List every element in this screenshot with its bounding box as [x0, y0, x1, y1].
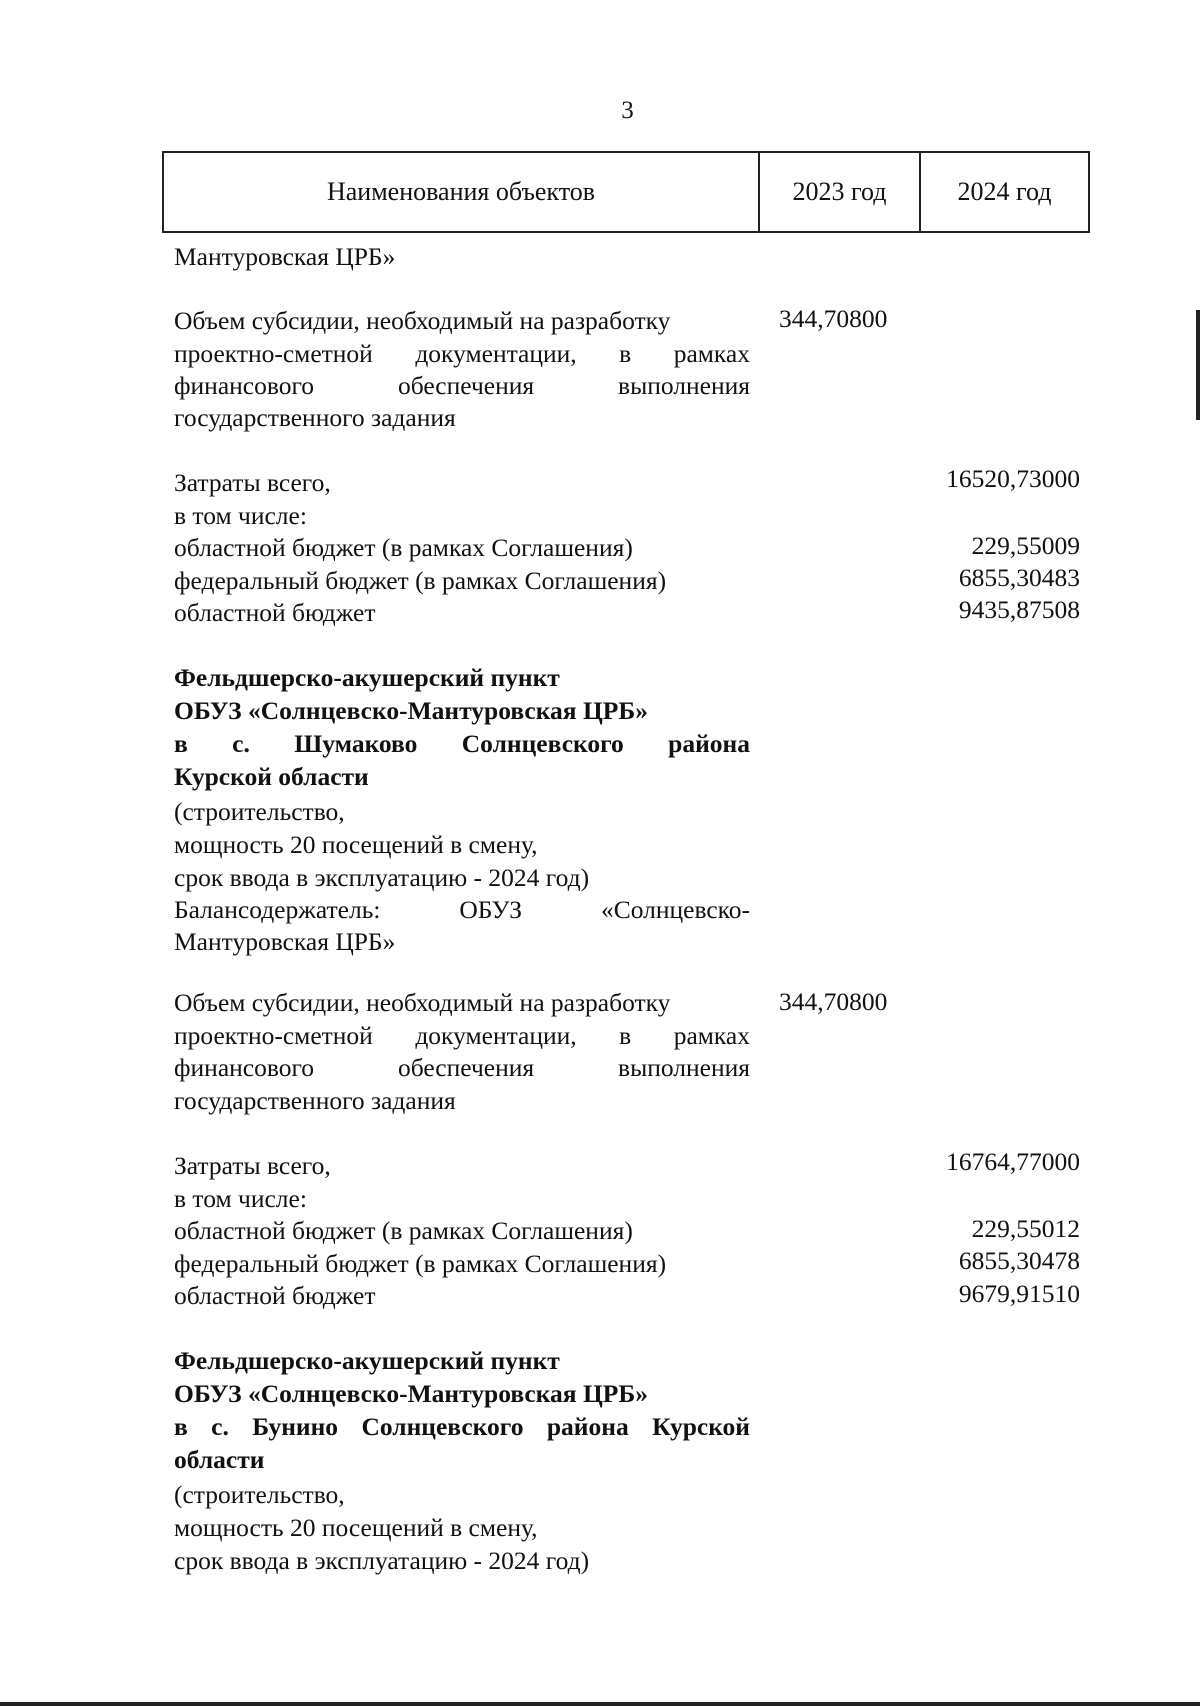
header-2023: 2023 год	[760, 153, 921, 231]
object-balance-holder: Балансодержатель: ОБУЗ «Солнцевско-	[174, 895, 750, 924]
federal-agreement-label: федеральный бюджет (в рамках Соглашения)	[174, 566, 667, 595]
object-title-line: ОБУЗ «Солнцевско-Мантуровская ЦРБ»	[174, 1379, 648, 1408]
subsidy-text-line: финансового обеспечения выполнения	[174, 371, 750, 400]
costs-total-label: Затраты всего,	[174, 1151, 331, 1180]
costs-total-value-2024: 16764,77000	[946, 1147, 1080, 1176]
federal-agreement-value-2024: 6855,30478	[958, 1246, 1080, 1275]
object-balance-holder-end: Мантуровская ЦРБ»	[174, 242, 396, 271]
subsidy-text-line: проектно-сметной документации, в рамках	[174, 1021, 750, 1050]
object-balance-holder-end: Мантуровская ЦРБ»	[174, 927, 396, 956]
federal-agreement-label: федеральный бюджет (в рамках Соглашения)	[174, 1249, 667, 1278]
object-detail-line: мощность 20 посещений в смену,	[174, 1513, 538, 1542]
object-title-line: Фельдшерско-акушерский пункт	[174, 1346, 560, 1375]
regional-agreement-value-2024: 229,55009	[971, 531, 1080, 560]
subsidy-text-line: Объем субсидии, необходимый на разработку	[174, 306, 671, 335]
regional-agreement-label: областной бюджет (в рамках Соглашения)	[174, 1216, 633, 1245]
object-detail-line: срок ввода в эксплуатацию - 2024 год)	[174, 863, 590, 892]
regional-agreement-value-2024: 229,55012	[971, 1214, 1080, 1243]
header-names: Наименования объектов	[164, 153, 760, 231]
object-title-line: ОБУЗ «Солнцевско-Мантуровская ЦРБ»	[174, 696, 648, 725]
regional-value-2024: 9679,91510	[958, 1279, 1080, 1308]
page-number: 3	[621, 97, 634, 124]
regional-label: областной бюджет	[174, 598, 376, 627]
costs-total-label: Затраты всего,	[174, 468, 331, 497]
table-header	[162, 151, 1090, 233]
subsidy-text-line: государственного задания	[174, 403, 456, 432]
object-title-line: области	[174, 1445, 265, 1474]
subsidy-text-line: финансового обеспечения выполнения	[174, 1053, 750, 1082]
object-title-line: Курской области	[174, 762, 369, 791]
subsidy-value-2023: 344,70800	[779, 304, 888, 333]
object-title-line: Фельдшерско-акушерский пункт	[174, 663, 560, 692]
including-label: в том числе:	[174, 1184, 307, 1213]
object-detail-line: срок ввода в эксплуатацию - 2024 год)	[174, 1546, 590, 1575]
regional-label: областной бюджет	[174, 1281, 376, 1310]
regional-agreement-label: областной бюджет (в рамках Соглашения)	[174, 533, 633, 562]
object-detail-line: (строительство,	[174, 797, 345, 826]
object-title-line: в с. Бунино Солнцевского района Курской	[174, 1412, 750, 1441]
subsidy-value-2023: 344,70800	[779, 987, 888, 1016]
object-title-line: в с. Шумаково Солнцевского района	[174, 729, 750, 758]
federal-agreement-value-2024: 6855,30483	[958, 563, 1080, 592]
subsidy-text-line: проектно-сметной документации, в рамках	[174, 339, 750, 368]
object-detail-line: (строительство,	[174, 1480, 345, 1509]
object-detail-line: мощность 20 посещений в смену,	[174, 830, 538, 859]
regional-value-2024: 9435,87508	[958, 595, 1080, 624]
including-label: в том числе:	[174, 501, 307, 530]
scan-edge-mark	[0, 1702, 1200, 1706]
subsidy-text-line: государственного задания	[174, 1086, 456, 1115]
header-2024: 2024 год	[957, 177, 1052, 206]
subsidy-text-line: Объем субсидии, необходимый на разработку	[174, 988, 671, 1017]
scan-edge-mark	[1196, 310, 1200, 420]
costs-total-value-2024: 16520,73000	[946, 464, 1080, 493]
